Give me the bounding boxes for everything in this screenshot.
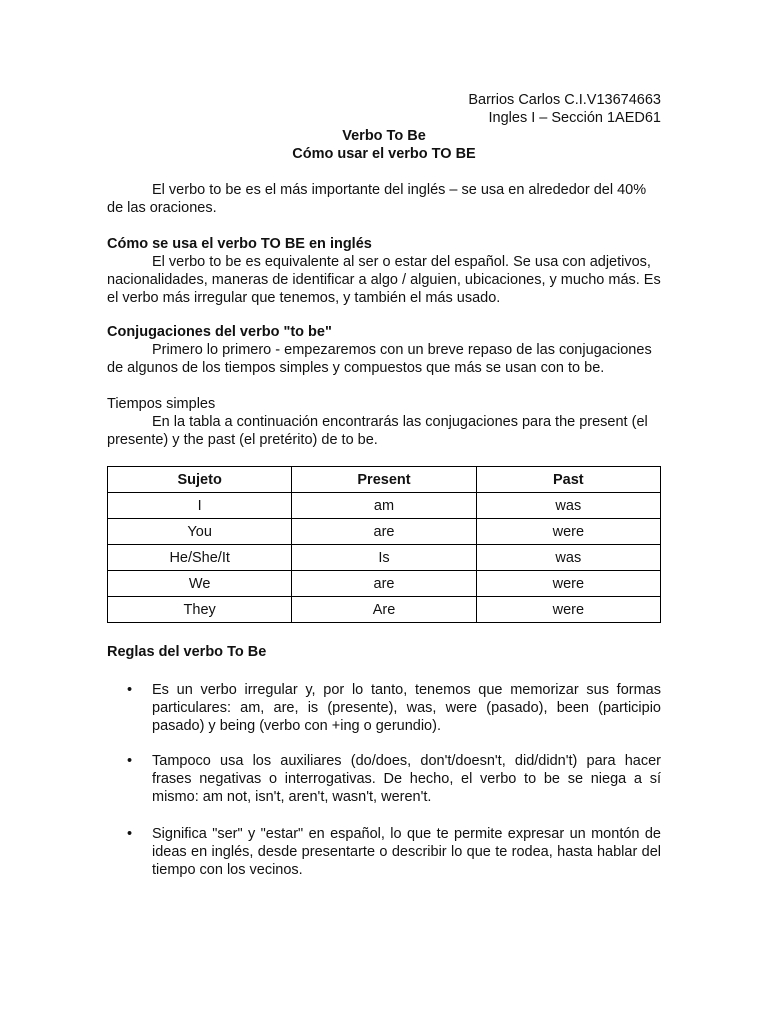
table-cell: We	[108, 571, 292, 597]
section-simple-tenses-body: En la tabla a continuación encontrarás las conjugaciones para the present (el presente) y the past (el pretérito) de to be.	[107, 414, 648, 448]
list-item	[107, 752, 661, 806]
table-row	[108, 493, 661, 519]
table-row	[108, 545, 661, 571]
list-item	[107, 825, 661, 879]
section-usage	[107, 235, 661, 307]
section-simple-tenses	[107, 395, 661, 449]
conjugation-table	[107, 466, 661, 623]
table-cell: were	[476, 571, 660, 597]
section-conjugations-heading: Conjugaciones del verbo "to be"	[107, 324, 332, 340]
table-cell: He/She/It	[108, 545, 292, 571]
table-header-row	[108, 467, 661, 493]
rule-text: Significa "ser" y "estar" en español, lo que te permite expresar un montón de ideas en inglés, desde presentarte o describir lo que te rodea, hasta hablar del tiempo con los vecinos.	[152, 826, 661, 878]
table-cell: Is	[292, 545, 476, 571]
page-title: Verbo To Be	[342, 128, 426, 144]
table-cell: am	[292, 493, 476, 519]
table-cell: was	[476, 493, 660, 519]
header-block	[468, 91, 661, 127]
table-cell: was	[476, 545, 660, 571]
section-conjugations-body: Primero lo primero - empezaremos con un breve repaso de las conjugaciones de algunos de los tiempos simples y compuestos que más se usan con to be.	[107, 342, 652, 376]
table-cell: They	[108, 597, 292, 623]
table-header-cell: Present	[292, 467, 476, 493]
table-row	[108, 571, 661, 597]
intro-block	[107, 181, 661, 217]
section-conjugations	[107, 323, 661, 377]
table-cell: are	[292, 571, 476, 597]
rule-text: Tampoco usa los auxiliares (do/does, don't/doesn't, did/didn't) para hacer frases negativas o interrogativas. De hecho, el verbo to be se niega a sí mismo: am not, isn't, aren't, wasn't, weren't.	[152, 753, 661, 805]
rule-text: Es un verbo irregular y, por lo tanto, tenemos que memorizar sus formas particulares: am, are, is (presente), was, were (pasado), been (participio pasado) y being (verbo con +ing o gerundio).	[152, 682, 661, 734]
table-header-cell: Sujeto	[108, 467, 292, 493]
table-cell: I	[108, 493, 292, 519]
table-header-cell: Past	[476, 467, 660, 493]
intro-paragraph: El verbo to be es el más importante del inglés – se usa en alrededor del 40% de las oraciones.	[107, 182, 647, 216]
section-usage-heading: Cómo se usa el verbo TO BE en inglés	[107, 236, 372, 252]
bullet-icon: •	[127, 753, 133, 769]
section-usage-body: El verbo to be es equivalente al ser o estar del español. Se usa con adjetivos, nacionalidades, maneras de identificar a algo / alguien, ubicaciones, y mucho más. Es el verbo más irregular que tenemos, y también el más usado.	[107, 254, 661, 306]
list-item	[107, 681, 661, 735]
rules-heading: Reglas del verbo To Be	[107, 644, 267, 660]
title-block	[0, 127, 768, 163]
table-cell: Are	[292, 597, 476, 623]
table-row	[108, 519, 661, 545]
rules-list-2	[107, 752, 661, 806]
table-cell: were	[476, 519, 660, 545]
table-row	[108, 597, 661, 623]
section-simple-tenses-heading: Tiempos simples	[107, 396, 216, 412]
author-line: Barrios Carlos C.I.V13674663	[468, 92, 661, 108]
table-cell: You	[108, 519, 292, 545]
table-cell: are	[292, 519, 476, 545]
table-cell: were	[476, 597, 660, 623]
course-line: Ingles I – Sección 1AED61	[488, 110, 661, 126]
page-subtitle: Cómo usar el verbo TO BE	[292, 146, 476, 162]
bullet-icon: •	[127, 826, 133, 842]
rules-list-3	[107, 825, 661, 879]
rules-list-1	[107, 681, 661, 735]
bullet-icon: •	[127, 682, 133, 698]
